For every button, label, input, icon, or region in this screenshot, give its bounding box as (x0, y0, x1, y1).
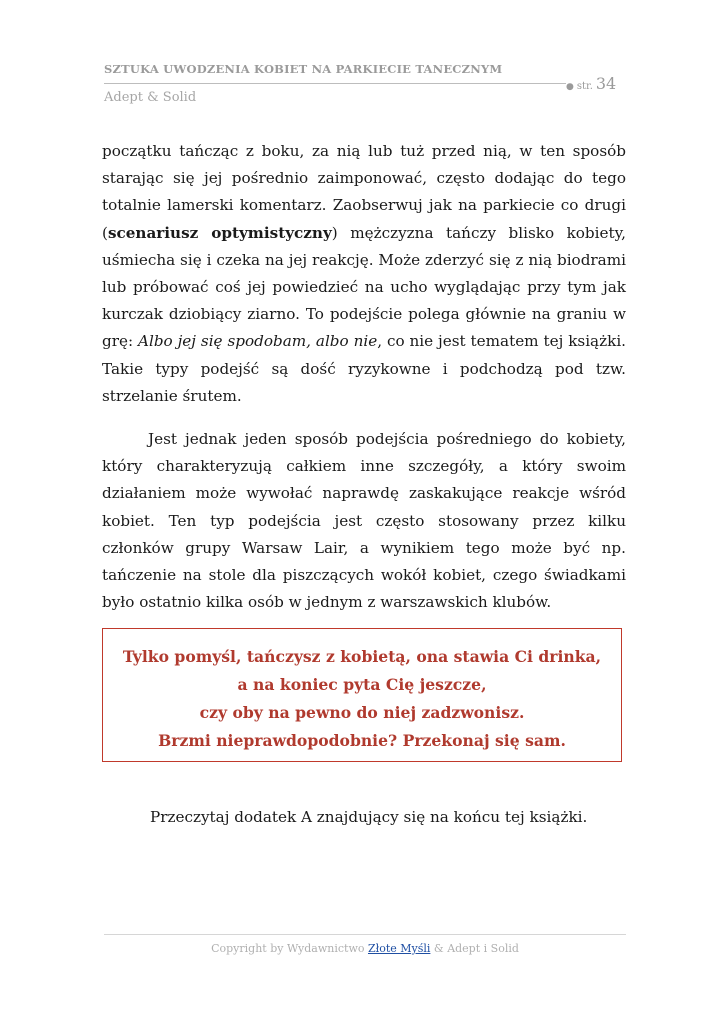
page-header (104, 62, 626, 105)
callout-line: Brzmi nieprawdopodobnie? Przekonaj się sam. (158, 731, 566, 750)
bullet-icon: ● (566, 82, 574, 92)
callout-line: czy oby na pewno do niej zadzwonisz. (199, 703, 525, 722)
publisher-link[interactable]: Złote Myśli (367, 942, 431, 955)
footer-divider (104, 934, 626, 935)
appendix-note: Przeczytaj dodatek A znajdujący się na końcu tej książki. (150, 808, 588, 826)
page-number-label (566, 74, 616, 93)
paragraph-1-text-c: , co nie jest tematem tej książki. Takie typy podejść są dość ryzykowne i podchodzą pod tzw. strzelanie śrutem. (102, 332, 626, 405)
paragraph-1-text-b: ) mężczyzna tańczy blisko kobiety, uśmiecha się i czeka na jej reakcję. Może zderzyć się z nią biodrami lub próbować coś jej powiedzieć na ucho wyglądając przy tym jak kurczak dziobiący ziarno. To podejście polega głównie na graniu w grę: (102, 223, 626, 351)
callout-box (102, 628, 622, 762)
callout-line: a na koniec pyta Cię jeszcze, (237, 675, 487, 694)
paragraph-2: Jest jednak jeden sposób podejścia pośredniego do kobiety, który charakteryzują całkiem inne szczegóły, a który swoim działaniem może wywołać naprawdę zaskakujące reakcje wśród kobiet. Ten typ podejścia jest często stosowany przez kilku członków grupy Warsaw Lair, a wynikiem tego może być np. tańczenie na stole dla piszczących wokół kobiet, czego świadkami było ostatnio kilka osób w jednym z warszawskich klubów. (102, 430, 626, 612)
paragraph-1 (102, 138, 626, 410)
footer-suffix: & Adept i Solid (430, 942, 519, 955)
footer-prefix: Copyright by Wydawnictwo (211, 942, 368, 955)
page-prefix: str. (576, 81, 593, 92)
page-footer (104, 942, 626, 955)
paragraph-1-bold: scenariusz optymistyczny (107, 223, 332, 242)
paragraph-1-text-a: początku tańcząc z boku, za nią lub tuż przed nią, w ten sposób starając się jej pośrednio zaimponować, często dodając do tego totalnie lamerski komentarz. Zaobserwuj jak na parkiecie co drugi ( (102, 142, 626, 242)
paragraph-1-italic: Albo jej się spodobam, albo nie (138, 332, 378, 351)
book-title: SZTUKA UWODZENIA KOBIET NA PARKIECIE TANECZNYM (104, 62, 503, 76)
callout-line: Tylko pomyśl, tańczysz z kobietą, ona stawia Ci drinka, (122, 647, 602, 666)
header-divider (104, 83, 566, 84)
book-authors: Adept & Solid (104, 90, 197, 105)
page-number: 34 (595, 74, 617, 93)
